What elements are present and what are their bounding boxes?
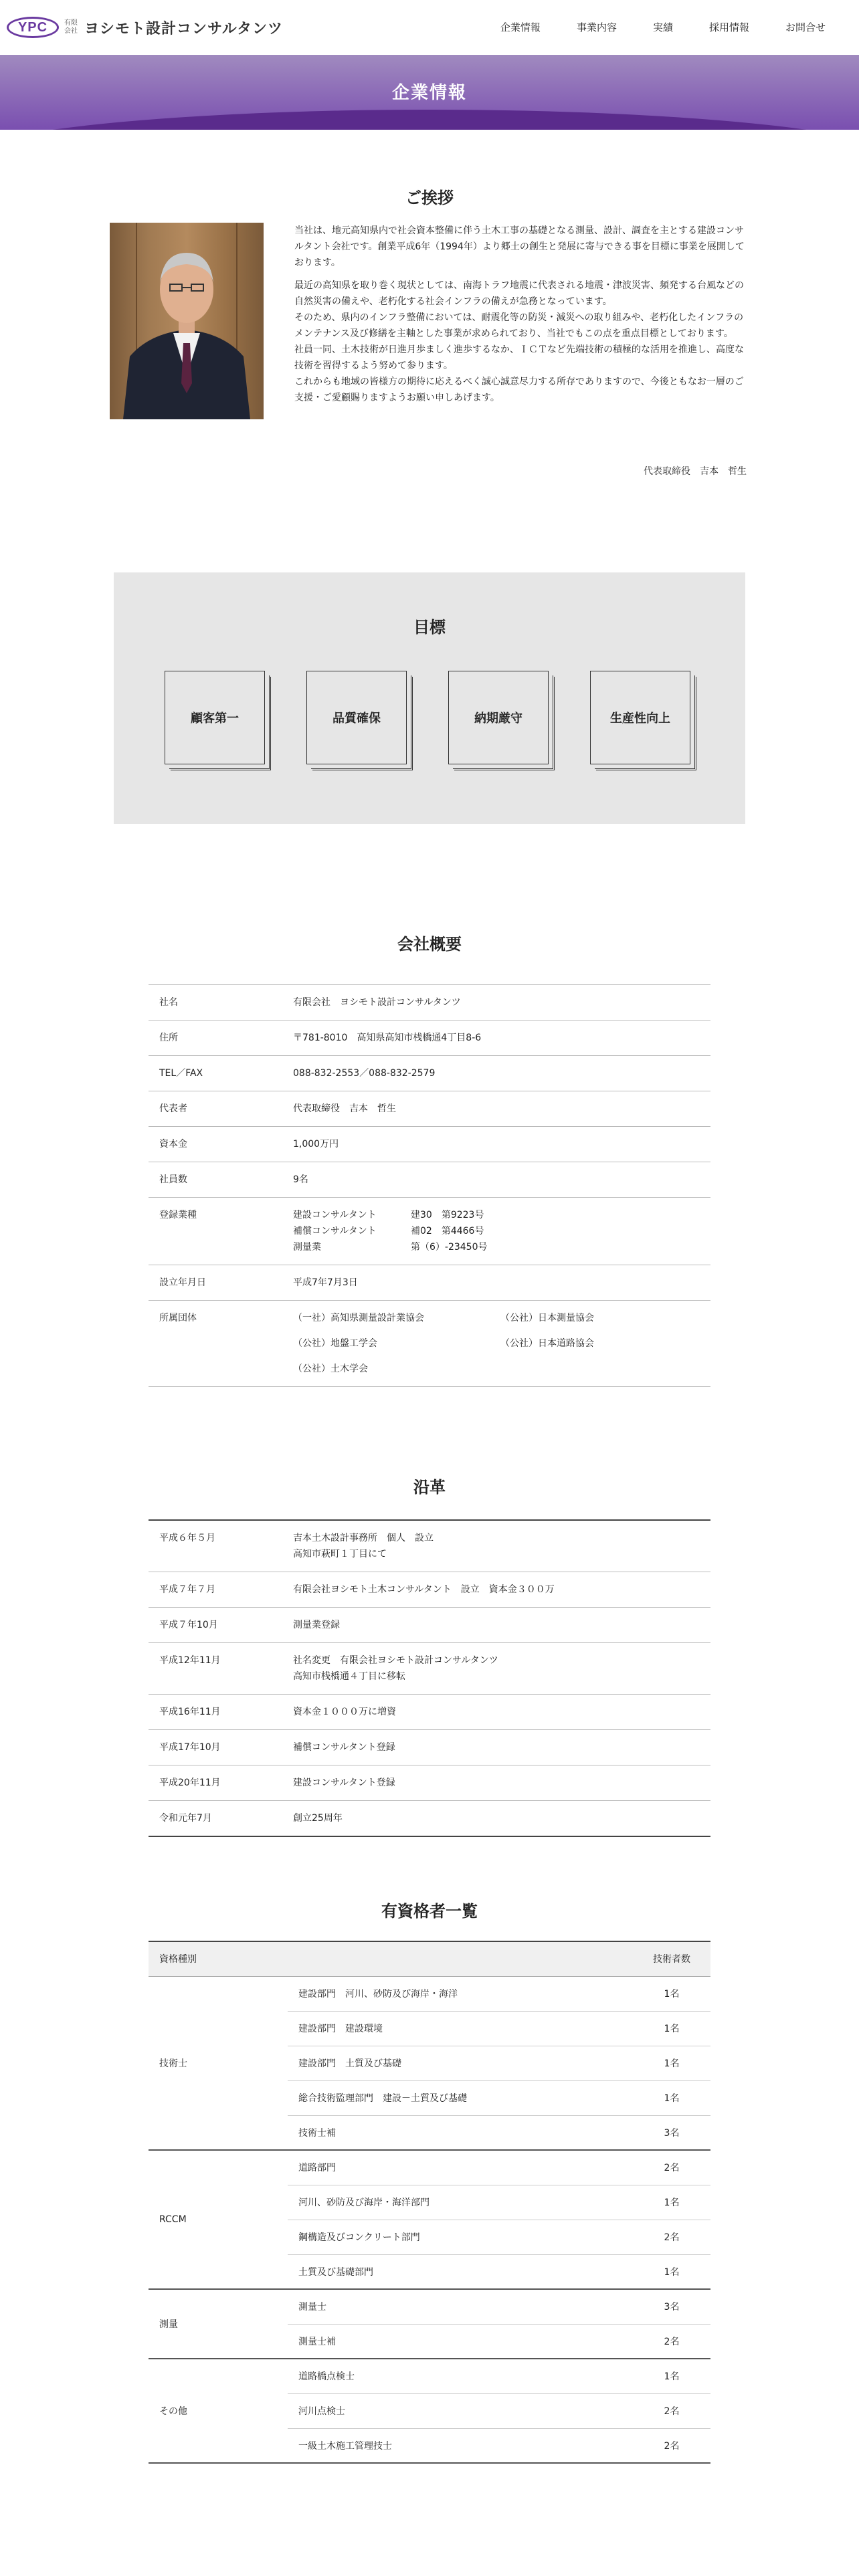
table-row [149, 1265, 710, 1301]
table-header-row [149, 1941, 710, 1976]
table-row [149, 1572, 710, 1608]
qualification-count: 1名 [633, 2080, 710, 2115]
registration-number: 第（6）-23450号 [411, 1242, 488, 1253]
nav-item-contact[interactable]: お問合せ [785, 21, 826, 33]
overview-title: 会社概要 [397, 935, 462, 954]
row-value: 1,000万円 [282, 1127, 710, 1162]
table-row [149, 1127, 710, 1162]
page-banner [0, 55, 859, 130]
qualification-name: 建設部門 建設環境 [288, 2011, 633, 2046]
history-line: 高知市桟橋通４丁目に移転 [293, 1671, 405, 1682]
qualification-count: 2名 [633, 2324, 710, 2359]
row-label: 住所 [149, 1021, 282, 1056]
qualification-name: 建設部門 河川、砂防及び海岸・海洋 [288, 1976, 633, 2011]
greeting-paragraph: 社員一同、土木技術が日進月歩ましく進歩するなか、ＩＣＴなど先端技術の積極的な活用を推進し、高度な技術を習得するよう努めて参ります。 [294, 344, 744, 371]
goals-title: 目標 [413, 618, 446, 637]
qualification-name: 鋼構造及びコンクリート部門 [288, 2220, 633, 2254]
history-event [282, 1765, 710, 1801]
history-line: 創立25周年 [293, 1813, 343, 1824]
qualification-count: 1名 [633, 2254, 710, 2289]
qualification-name: 道路部門 [288, 2150, 633, 2185]
qualification-name: 道路橋点検士 [288, 2359, 633, 2393]
history-line: 測量業登録 [293, 1620, 340, 1630]
table-row [149, 1801, 710, 1837]
site-logo[interactable] [7, 17, 283, 38]
qualification-count: 1名 [633, 2011, 710, 2046]
qualification-name: 測量士 [288, 2289, 633, 2324]
goal-card: 生産性向上 [590, 671, 690, 764]
row-label: 社名 [149, 985, 282, 1021]
qualifications-title: 有資格者一覧 [381, 1902, 478, 1921]
history-line: 吉本土木設計事務所 個人 設立 [293, 1533, 434, 1543]
history-event [282, 1572, 710, 1608]
row-value: 平成7年7月3日 [282, 1265, 710, 1301]
table-row [149, 1091, 710, 1127]
qualification-count: 2名 [633, 2220, 710, 2254]
logo-company-name: ヨシモト設計コンサルタンツ [84, 20, 284, 37]
history-event [282, 1801, 710, 1837]
table-row [149, 1301, 710, 1387]
qualification-category: RCCM [149, 2150, 288, 2289]
history-date: 平成20年11月 [149, 1765, 282, 1801]
table-row [149, 2289, 710, 2324]
nav-item-company[interactable]: 企業情報 [500, 21, 541, 33]
history-line: 有限会社ヨシモト土木コンサルタント 設立 資本金３００万 [293, 1584, 555, 1595]
main-nav [464, 20, 826, 34]
qualifications-table [149, 1941, 710, 2464]
registration-number: 建30 第9223号 [411, 1210, 484, 1220]
history-line: 補償コンサルタント登録 [293, 1742, 395, 1753]
table-row [149, 2359, 710, 2393]
site-header [0, 0, 859, 55]
banner-curve [0, 110, 859, 130]
goal-card: 納期厳守 [448, 671, 549, 764]
greeting-paragraph: これからも地域の皆様方の期待に応えるべく誠心誠意尽力する所存でありますので、今後ともなお一層のご支援・ご愛顧賜りますようお願い申しあげます。 [294, 377, 744, 403]
goal-card: 顧客第一 [165, 671, 265, 764]
membership-item: （公社）地盤工学会 [293, 1338, 377, 1349]
row-value: 有限会社 ヨシモト設計コンサルタンツ [282, 985, 710, 1021]
page-title: 企業情報 [391, 83, 467, 103]
history-date: 平成16年11月 [149, 1695, 282, 1730]
registration-number: 補02 第4466号 [411, 1226, 484, 1237]
greeting-signature: 代表取締役 吉本 哲生 [644, 466, 747, 477]
history-event [282, 1608, 710, 1643]
column-header-count: 技術者数 [633, 1941, 710, 1976]
qualification-name: 建設部門 土質及び基礎 [288, 2046, 633, 2080]
greeting-text [294, 223, 747, 406]
table-row [149, 985, 710, 1021]
greeting-paragraph: 最近の高知県を取り巻く現状としては、南海トラフ地震に代表される地震・津波災害、頻発する台風などの自然災害の備えや、老朽化する社会インフラの備えが急務となっています。 [294, 280, 744, 307]
membership-item: （公社）土木学会 [293, 1364, 368, 1374]
qualification-count: 1名 [633, 2359, 710, 2393]
row-label: TEL／FAX [149, 1056, 282, 1091]
nav-item-recruit[interactable]: 採用情報 [708, 21, 749, 33]
column-header-type: 資格種別 [149, 1941, 633, 1976]
row-label: 設立年月日 [149, 1265, 282, 1301]
history-date: 平成７年10月 [149, 1608, 282, 1643]
history-date: 令和元年7月 [149, 1801, 282, 1837]
qualification-category: 測量 [149, 2289, 288, 2359]
registration-type: 補償コンサルタント [293, 1226, 377, 1237]
history-event [282, 1520, 710, 1572]
qualification-count: 2名 [633, 2150, 710, 2185]
history-date: 平成７年７月 [149, 1572, 282, 1608]
row-value: 088-832-2553／088-832-2579 [282, 1056, 710, 1091]
qualification-name: 総合技術監理部門 建設－土質及び基礎 [288, 2080, 633, 2115]
history-table [149, 1519, 710, 1837]
row-label: 資本金 [149, 1127, 282, 1162]
row-value: 代表取締役 吉本 哲生 [282, 1091, 710, 1127]
table-row [149, 1056, 710, 1091]
qualification-category: 技術士 [149, 1976, 288, 2150]
registration-item [293, 1207, 700, 1223]
nav-item-works[interactable]: 実績 [652, 21, 673, 33]
history-line: 高知市萩町１丁目にて [293, 1549, 387, 1560]
row-value: 〒781-8010 高知県高知市桟橋通4丁目8-6 [282, 1021, 710, 1056]
goal-card: 品質確保 [306, 671, 407, 764]
row-label: 登録業種 [149, 1198, 282, 1265]
history-event [282, 1643, 710, 1695]
qualification-count: 1名 [633, 2185, 710, 2220]
membership-list [282, 1301, 710, 1387]
qualification-name: 技術士補 [288, 2115, 633, 2150]
membership-item: （公社）日本測量協会 [500, 1313, 594, 1323]
qualification-count: 2名 [633, 2393, 710, 2428]
qualification-name: 一級土木施工管理技士 [288, 2428, 633, 2463]
qualification-name: 河川点検士 [288, 2393, 633, 2428]
qualification-name: 土質及び基礎部門 [288, 2254, 633, 2289]
table-row [149, 2150, 710, 2185]
table-row [149, 1976, 710, 2011]
qualification-count: 2名 [633, 2428, 710, 2463]
qualification-count: 3名 [633, 2289, 710, 2324]
registration-list [282, 1198, 710, 1265]
table-row [149, 1520, 710, 1572]
registration-item [293, 1223, 700, 1239]
qualification-count: 1名 [633, 1976, 710, 2011]
logo-mark: YPC [7, 17, 59, 38]
qualification-category: その他 [149, 2359, 288, 2463]
qualification-name: 河川、砂防及び海岸・海洋部門 [288, 2185, 633, 2220]
goals-section [114, 572, 745, 824]
row-label: 所属団体 [149, 1301, 282, 1387]
table-row [149, 1021, 710, 1056]
greeting-title: ご挨拶 [405, 189, 454, 207]
membership-item: （一社）高知県測量設計業協会 [293, 1313, 424, 1323]
history-event [282, 1730, 710, 1765]
history-title: 沿革 [413, 1478, 446, 1497]
history-date: 平成６年５月 [149, 1520, 282, 1572]
table-row [149, 1765, 710, 1801]
history-event [282, 1695, 710, 1730]
table-row [149, 1198, 710, 1265]
table-row [149, 1162, 710, 1198]
president-photo [110, 223, 264, 419]
table-row [149, 1695, 710, 1730]
registration-type: 建設コンサルタント [293, 1210, 377, 1220]
history-line: 建設コンサルタント登録 [293, 1778, 395, 1788]
history-date: 平成12年11月 [149, 1643, 282, 1695]
qualification-count: 3名 [633, 2115, 710, 2150]
table-row [149, 1643, 710, 1695]
qualification-name: 測量士補 [288, 2324, 633, 2359]
nav-item-business[interactable]: 事業内容 [576, 21, 617, 33]
row-value: 9名 [282, 1162, 710, 1198]
table-row [149, 1608, 710, 1643]
registration-item [293, 1239, 700, 1255]
table-row [149, 1730, 710, 1765]
membership-item: （公社）日本道路協会 [500, 1338, 594, 1349]
greeting-paragraph: 当社は、地元高知県内で社会資本整備に伴う土木工事の基礎となる測量、設計、調査を主とする建設コンサルタント会社です。創業平成6年（1994年）より郷土の創生と発展に寄与できる事を目標に事業を展開しております。 [294, 225, 745, 268]
row-label: 代表者 [149, 1091, 282, 1127]
greeting-paragraph: そのため、県内のインフラ整備においては、耐震化等の防災・減災への取り組みや、老朽化したインフラのメンテナンス及び修繕を主軸とした事業が求められており、当社でもこの点を重点目標としております。 [294, 312, 744, 339]
history-date: 平成17年10月 [149, 1730, 282, 1765]
history-line: 資本金１０００万に増資 [293, 1707, 396, 1717]
history-line: 社名変更 有限会社ヨシモト設計コンサルタンツ [293, 1655, 498, 1666]
logo-company-type: 有限会社 [64, 19, 78, 35]
overview-table [149, 984, 710, 1387]
qualification-count: 1名 [633, 2046, 710, 2080]
registration-type: 測量業 [293, 1242, 321, 1253]
row-label: 社員数 [149, 1162, 282, 1198]
